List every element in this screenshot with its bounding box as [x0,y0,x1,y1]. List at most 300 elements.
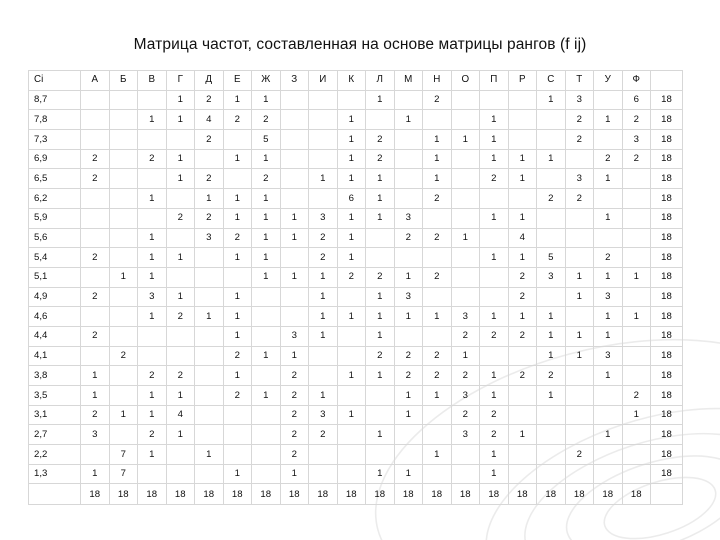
frequency-cell: 2 [138,366,167,386]
frequency-cell: 2 [537,366,566,386]
frequency-cell [309,149,338,169]
frequency-cell: 1 [252,208,281,228]
frequency-cell [138,326,167,346]
frequency-cell: 2 [480,425,509,445]
frequency-cell: 1 [337,149,366,169]
frequency-cell [252,326,281,346]
frequency-cell [508,445,537,465]
frequency-cell: 2 [565,110,594,130]
frequency-cell [252,307,281,327]
frequency-cell: 2 [394,366,423,386]
frequency-cell [366,405,395,425]
frequency-cell: 5 [252,130,281,150]
row-ci-value: 6,9 [29,149,81,169]
frequency-cell [195,464,224,484]
frequency-cell: 3 [594,346,623,366]
frequency-cell: 3 [622,130,651,150]
row-ci-value: 3,8 [29,366,81,386]
frequency-cell: 3 [594,287,623,307]
column-header: З [280,71,309,91]
row-ci-value: 3,5 [29,386,81,406]
row-ci-value: 4,1 [29,346,81,366]
column-header: О [451,71,480,91]
frequency-cell [565,405,594,425]
row-total-cell: 18 [651,425,683,445]
frequency-cell [109,326,138,346]
frequency-cell: 1 [138,445,167,465]
frequency-cell: 1 [451,346,480,366]
frequency-cell: 2 [309,425,338,445]
frequency-cell: 2 [280,425,309,445]
column-header: Л [366,71,395,91]
frequency-cell [223,405,252,425]
frequency-cell: 1 [280,346,309,366]
frequency-cell: 1 [451,130,480,150]
frequency-cell: 1 [252,90,281,110]
frequency-cell: 3 [394,287,423,307]
frequency-cell [280,149,309,169]
row-total-cell: 18 [651,346,683,366]
frequency-cell: 2 [166,307,195,327]
frequency-cell [622,425,651,445]
frequency-cell [565,208,594,228]
frequency-cell: 1 [138,386,167,406]
frequency-cell: 1 [423,169,452,189]
frequency-cell [81,110,110,130]
frequency-cell: 1 [138,248,167,268]
frequency-cell: 1 [223,307,252,327]
frequency-cell [109,110,138,130]
frequency-cell: 1 [138,189,167,209]
frequency-cell: 2 [223,110,252,130]
frequency-cell: 1 [195,189,224,209]
frequency-cell: 2 [423,228,452,248]
frequency-cell [537,208,566,228]
frequency-cell [451,149,480,169]
frequency-cell: 1 [252,386,281,406]
frequency-cell: 2 [480,326,509,346]
frequency-cell: 1 [480,386,509,406]
frequency-cell: 2 [565,189,594,209]
frequency-cell: 2 [81,326,110,346]
column-header: Р [508,71,537,91]
frequency-cell [537,169,566,189]
frequency-cell [537,287,566,307]
frequency-cell: 2 [280,405,309,425]
frequency-cell [166,445,195,465]
frequency-cell: 2 [138,149,167,169]
frequency-cell [337,386,366,406]
row-ci-value: 4,4 [29,326,81,346]
frequency-cell [594,405,623,425]
frequency-cell: 1 [309,267,338,287]
table-row [29,366,683,386]
frequency-cell [309,189,338,209]
frequency-cell [565,386,594,406]
frequency-cell: 1 [394,464,423,484]
frequency-cell: 2 [594,248,623,268]
row-total-cell: 18 [651,130,683,150]
frequency-cell: 1 [337,208,366,228]
frequency-cell: 7 [109,464,138,484]
frequency-cell: 1 [223,326,252,346]
frequency-cell [451,464,480,484]
frequency-cell [195,405,224,425]
column-header: У [594,71,623,91]
column-total-cell: 18 [109,484,138,505]
frequency-cell [223,169,252,189]
column-total-cell: 18 [81,484,110,505]
column-total-cell: 18 [366,484,395,505]
table-row [29,464,683,484]
frequency-cell [309,130,338,150]
frequency-cell: 1 [423,130,452,150]
frequency-cell: 1 [309,326,338,346]
frequency-cell: 1 [480,248,509,268]
frequency-cell [394,189,423,209]
frequency-cell: 2 [252,110,281,130]
frequency-cell: 3 [309,208,338,228]
frequency-cell [508,189,537,209]
frequency-cell: 2 [508,287,537,307]
frequency-cell: 1 [309,307,338,327]
totals-label-cell [29,484,81,505]
frequency-cell: 1 [252,346,281,366]
frequency-cell [166,326,195,346]
frequency-cell: 4 [195,110,224,130]
frequency-cell: 2 [366,149,395,169]
frequency-cell: 6 [622,90,651,110]
frequency-cell: 1 [565,326,594,346]
frequency-cell [109,149,138,169]
frequency-cell: 1 [166,425,195,445]
frequency-cell [109,248,138,268]
column-header: М [394,71,423,91]
frequency-cell: 1 [309,169,338,189]
frequency-cell: 1 [252,189,281,209]
frequency-cell [622,208,651,228]
frequency-cell: 1 [508,307,537,327]
frequency-cell: 1 [565,267,594,287]
frequency-cell: 1 [337,366,366,386]
frequency-cell: 1 [451,228,480,248]
frequency-cell [138,130,167,150]
frequency-cell [195,386,224,406]
frequency-cell: 1 [223,208,252,228]
table-row [29,267,683,287]
frequency-cell [81,208,110,228]
frequency-cell: 5 [537,248,566,268]
frequency-cell: 1 [166,110,195,130]
frequency-cell [537,130,566,150]
frequency-cell [166,228,195,248]
table-row [29,189,683,209]
frequency-cell: 1 [109,405,138,425]
frequency-cell: 2 [309,228,338,248]
frequency-cell [537,110,566,130]
frequency-cell: 2 [309,248,338,268]
frequency-cell [138,169,167,189]
column-total-cell: 18 [480,484,509,505]
column-header: Г [166,71,195,91]
frequency-cell: 1 [394,267,423,287]
frequency-cell: 1 [166,90,195,110]
frequency-cell [280,169,309,189]
column-total-cell: 18 [622,484,651,505]
frequency-cell: 1 [537,326,566,346]
frequency-cell: 1 [366,366,395,386]
frequency-cell [594,386,623,406]
frequency-cell: 3 [81,425,110,445]
frequency-cell: 1 [309,386,338,406]
frequency-cell [537,228,566,248]
frequency-cell [195,326,224,346]
frequency-cell [166,346,195,366]
frequency-cell: 1 [223,189,252,209]
frequency-cell: 1 [337,110,366,130]
column-total-cell: 18 [565,484,594,505]
frequency-cell [594,228,623,248]
frequency-cell: 1 [594,169,623,189]
frequency-cell [423,405,452,425]
frequency-cell: 2 [81,287,110,307]
frequency-cell: 1 [138,267,167,287]
row-total-cell: 18 [651,189,683,209]
column-total-cell: 18 [508,484,537,505]
frequency-cell: 1 [537,307,566,327]
row-total-cell: 18 [651,287,683,307]
frequency-cell: 2 [565,445,594,465]
frequency-cell: 1 [366,307,395,327]
frequency-cell [280,307,309,327]
frequency-cell: 1 [366,425,395,445]
row-total-cell: 18 [651,208,683,228]
frequency-cell [280,189,309,209]
frequency-cell: 2 [223,386,252,406]
frequency-cell: 1 [195,445,224,465]
frequency-cell: 1 [223,464,252,484]
frequency-cell [508,90,537,110]
table-row [29,110,683,130]
frequency-cell: 2 [252,169,281,189]
row-total-cell: 18 [651,464,683,484]
frequency-cell [537,425,566,445]
frequency-cell [451,189,480,209]
frequency-cell: 1 [166,248,195,268]
frequency-cell: 1 [252,149,281,169]
frequency-matrix-table [28,70,683,505]
column-header: В [138,71,167,91]
frequency-cell [223,445,252,465]
frequency-cell: 2 [565,130,594,150]
totals-end-cell [651,484,683,505]
frequency-cell: 1 [337,405,366,425]
frequency-cell: 1 [622,267,651,287]
frequency-cell: 1 [480,366,509,386]
column-total-cell: 18 [280,484,309,505]
frequency-cell: 2 [81,405,110,425]
frequency-cell: 1 [223,248,252,268]
frequency-cell [366,445,395,465]
row-ci-value: 5,9 [29,208,81,228]
frequency-cell: 1 [594,366,623,386]
frequency-cell: 3 [394,208,423,228]
column-header [651,71,683,91]
column-header: А [81,71,110,91]
frequency-cell: 1 [138,110,167,130]
frequency-cell [565,425,594,445]
frequency-cell: 2 [366,267,395,287]
frequency-cell: 2 [508,267,537,287]
row-ci-value: 8,7 [29,90,81,110]
frequency-cell: 2 [480,405,509,425]
row-total-cell: 18 [651,228,683,248]
frequency-cell: 1 [537,90,566,110]
frequency-cell: 3 [280,326,309,346]
frequency-cell: 1 [166,149,195,169]
frequency-cell: 1 [594,307,623,327]
frequency-cell: 1 [594,267,623,287]
frequency-cell: 1 [166,169,195,189]
frequency-cell: 2 [423,267,452,287]
column-header: Б [109,71,138,91]
frequency-cell [252,445,281,465]
frequency-cell: 1 [337,130,366,150]
row-total-cell: 18 [651,267,683,287]
frequency-cell: 1 [508,425,537,445]
frequency-cell [166,464,195,484]
frequency-cell: 1 [337,169,366,189]
frequency-cell: 1 [480,149,509,169]
frequency-cell: 1 [81,464,110,484]
frequency-cell: 2 [223,346,252,366]
frequency-cell: 6 [337,189,366,209]
frequency-cell [451,169,480,189]
frequency-cell: 2 [166,366,195,386]
frequency-cell [138,464,167,484]
frequency-cell: 2 [394,228,423,248]
frequency-cell [109,307,138,327]
row-ci-value: 1,3 [29,464,81,484]
frequency-cell: 1 [480,445,509,465]
frequency-cell: 1 [565,346,594,366]
frequency-cell [394,445,423,465]
frequency-cell [480,346,509,366]
frequency-cell: 2 [195,208,224,228]
frequency-cell [280,130,309,150]
frequency-cell: 1 [252,267,281,287]
frequency-cell [337,287,366,307]
table-row [29,149,683,169]
frequency-cell: 2 [423,346,452,366]
frequency-cell [252,366,281,386]
frequency-cell [109,366,138,386]
frequency-cell [309,110,338,130]
frequency-cell [480,189,509,209]
frequency-cell: 1 [109,267,138,287]
frequency-cell: 3 [309,405,338,425]
row-ci-value: 6,2 [29,189,81,209]
column-total-cell: 18 [594,484,623,505]
frequency-cell: 1 [252,248,281,268]
frequency-cell [81,228,110,248]
frequency-cell: 1 [337,228,366,248]
frequency-cell [366,228,395,248]
frequency-cell: 1 [195,307,224,327]
frequency-cell: 2 [423,366,452,386]
column-header: Ж [252,71,281,91]
frequency-cell [622,248,651,268]
frequency-cell [423,326,452,346]
frequency-cell: 1 [223,287,252,307]
frequency-cell [622,445,651,465]
frequency-cell [109,169,138,189]
frequency-cell: 1 [138,405,167,425]
row-ci-value: 7,3 [29,130,81,150]
frequency-cell: 2 [451,326,480,346]
table-row [29,326,683,346]
row-total-cell: 18 [651,307,683,327]
frequency-cell [423,110,452,130]
frequency-cell [508,386,537,406]
table-row [29,287,683,307]
frequency-cell: 1 [280,464,309,484]
frequency-cell: 2 [480,169,509,189]
frequency-cell: 1 [480,464,509,484]
frequency-cell: 3 [537,267,566,287]
frequency-cell [223,267,252,287]
frequency-cell: 2 [280,366,309,386]
frequency-cell [394,425,423,445]
frequency-cell [109,425,138,445]
row-ci-value: 2,2 [29,445,81,465]
frequency-cell [451,110,480,130]
frequency-cell: 1 [508,149,537,169]
column-total-cell: 18 [337,484,366,505]
frequency-cell [166,189,195,209]
column-header: Е [223,71,252,91]
frequency-cell: 2 [451,405,480,425]
frequency-cell: 1 [508,248,537,268]
frequency-cell: 1 [309,287,338,307]
frequency-cell [394,169,423,189]
frequency-cell [109,90,138,110]
row-ci-value: 4,9 [29,287,81,307]
row-total-cell: 18 [651,110,683,130]
frequency-cell: 1 [366,208,395,228]
frequency-cell: 2 [366,130,395,150]
frequency-cell: 2 [81,248,110,268]
frequency-cell [508,110,537,130]
frequency-cell [109,228,138,248]
frequency-cell [280,110,309,130]
frequency-cell: 1 [223,149,252,169]
frequency-cell: 1 [622,405,651,425]
frequency-cell [622,464,651,484]
table-row [29,386,683,406]
frequency-cell: 1 [594,425,623,445]
frequency-cell [252,405,281,425]
frequency-cell: 4 [166,405,195,425]
frequency-cell [394,326,423,346]
column-total-cell: 18 [252,484,281,505]
frequency-cell: 1 [166,386,195,406]
frequency-cell: 1 [508,169,537,189]
row-total-cell: 18 [651,386,683,406]
frequency-cell [223,130,252,150]
frequency-cell: 1 [280,267,309,287]
frequency-cell [138,208,167,228]
